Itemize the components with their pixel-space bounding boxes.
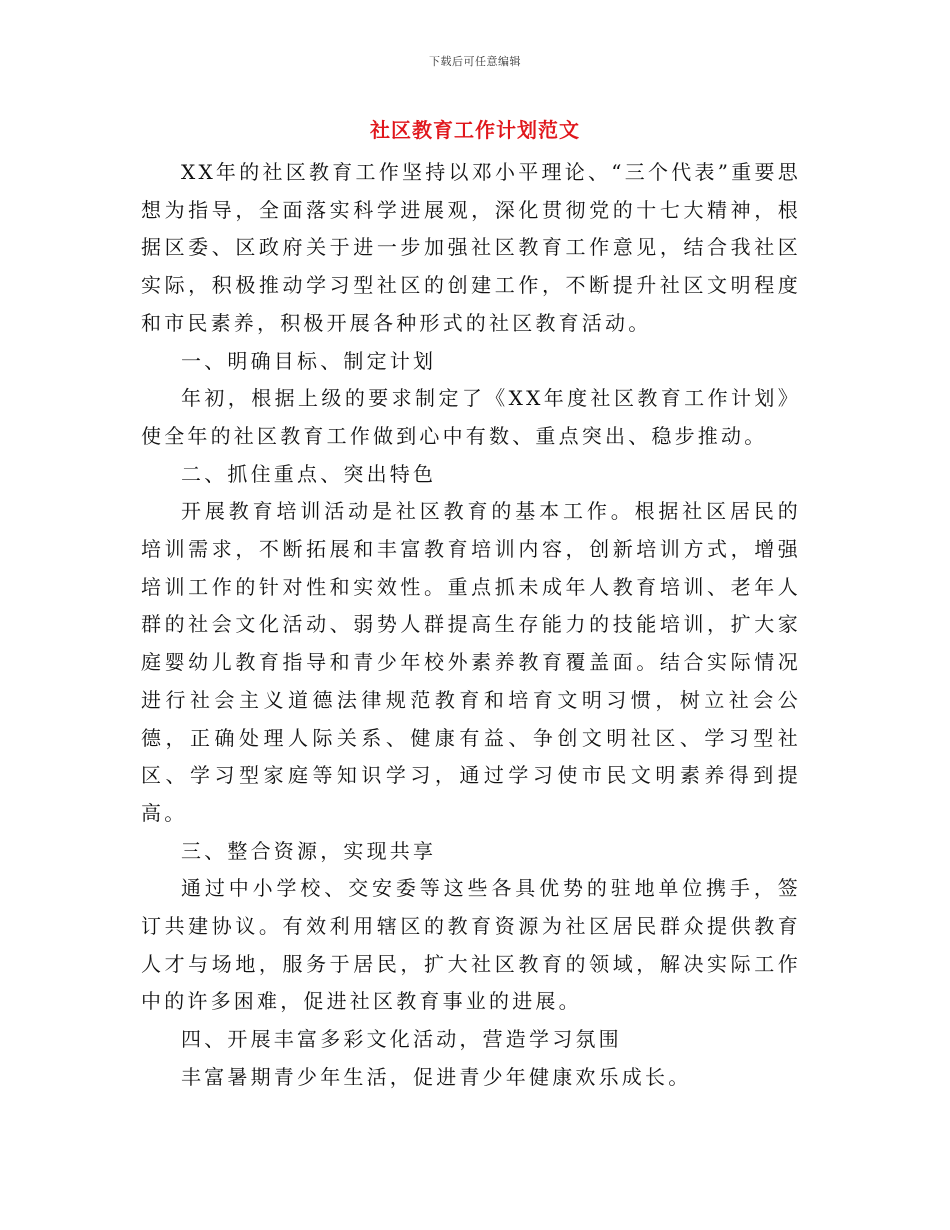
header-note: 下载后可任意编辑 [429,55,521,68]
intro-paragraph: XX年的社区教育工作坚持以邓小平理论、“三个代表”重要思想为指导，全面落实科学进展观，深化贯彻党的十七大精神，根据区委、区政府关于进一步加强社区教育工作意见，结合我社区实际，积极推动学习型社区的创建工作，不断提升社区文明程度和市民素养，积极开展各种形式的社区教育活动。 [141,160,801,335]
section-paragraph-2: 开展教育培训活动是社区教育的基本工作。根据社区居民的培训需求，不断拓展和丰富教育培训内容，创新培训方式，增强培训工作的针对性和实效性。重点抓未成年人教育培训、老年人群的社会文化活动、弱势人群提高生存能力的技能培训，扩大家庭婴幼儿教育指导和青少年校外素养教育覆盖面。结合实际情况进行社会主义道德法律规范教育和培育文明习惯，树立社会公德，正确处理人际关系、健康有益、争创文明社区、学习型社区、学习型家庭等知识学习，通过学习使市民文明素养得到提高。 [141,499,801,825]
section-paragraph-4: 丰富暑期青少年生活，促进青少年健康欢乐成长。 [181,1064,692,1089]
document-body [141,154,801,1097]
section-paragraph-3: 通过中小学校、交安委等这些各具优势的驻地单位携手，签订共建协议。有效利用辖区的教育资源为社区居民群众提供教育人才与场地，服务于居民，扩大社区教育的领域，解决实际工作中的许多困难，促进社区教育事业的进展。 [141,876,801,1014]
section-heading-4: 四、开展丰富多彩文化活动，营造学习氛围 [181,1027,622,1052]
document-title: 社区教育工作计划范文 [370,118,580,142]
section-heading-1: 一、明确目标、制定计划 [181,348,437,373]
section-heading-3: 三、整合资源，实现共享 [181,838,437,863]
section-paragraph-1: 年初，根据上级的要求制定了《XX年度社区教育工作计划》使全年的社区教育工作做到心中有数、重点突出、稳步推动。 [141,386,801,448]
section-heading-2: 二、抓住重点、突出特色 [181,461,437,486]
